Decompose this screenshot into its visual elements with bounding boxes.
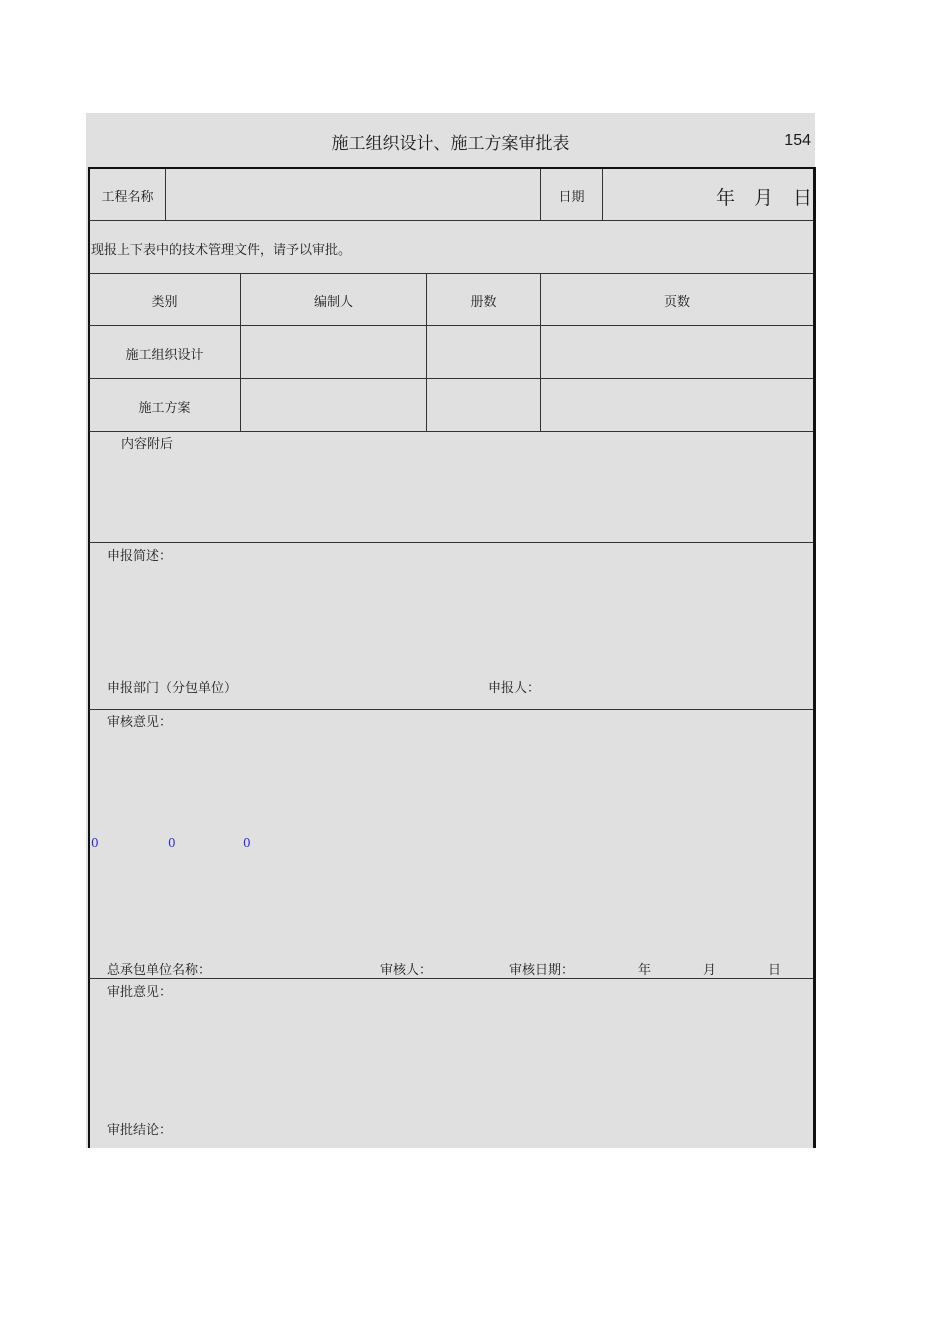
title-bar (86, 113, 815, 167)
summary-label: 申报简述： (107, 549, 173, 564)
row-divider (89, 542, 813, 543)
review-opinion-label: 审核意见： (107, 715, 173, 730)
approval-conclusion-label: 审批结论： (107, 1123, 173, 1138)
row-divider (89, 220, 813, 221)
review-month: 月 (703, 963, 717, 978)
date-day[interactable]: 日 (793, 187, 814, 209)
form-frame (88, 167, 816, 1148)
row-divider (89, 273, 813, 274)
col-divider (602, 169, 603, 220)
row-divider (89, 378, 813, 379)
reviewer-label: 审核人： (380, 963, 433, 978)
row-divider (89, 978, 813, 979)
applicant-label: 申报人： (488, 681, 541, 696)
review-year: 年 (638, 963, 652, 978)
column-header: 页数 (663, 295, 690, 310)
review-day: 日 (768, 963, 782, 978)
row-divider (89, 709, 813, 710)
contractor-label: 总承包单位名称： (107, 963, 212, 978)
col-divider (165, 169, 166, 220)
category-cell: 施工组织设计 (125, 348, 204, 363)
review-value: 0 (243, 836, 251, 850)
column-header: 类别 (151, 295, 178, 310)
review-date-label: 审核日期： (509, 963, 575, 978)
department-label: 申报部门（分包单位） (107, 681, 238, 696)
form-title: 施工组织设计、施工方案审批表 (331, 134, 570, 154)
attachment-note: 内容附后 (121, 437, 174, 452)
form-number: 154 (784, 132, 811, 149)
date-year[interactable]: 年 (716, 187, 737, 209)
review-value: 0 (91, 836, 99, 850)
column-header: 编制人 (313, 295, 353, 310)
row-divider (89, 325, 813, 326)
date-label: 日期 (558, 190, 585, 205)
column-header: 册数 (470, 295, 497, 310)
approval-opinion-label: 审批意见： (107, 985, 173, 1000)
project-name-label: 工程名称 (101, 190, 154, 205)
notice-text: 现报上下表中的技术管理文件，请予以审批。 (91, 243, 352, 258)
date-month[interactable]: 月 (754, 187, 775, 209)
row-divider (89, 431, 813, 432)
review-value: 0 (168, 836, 176, 850)
category-cell: 施工方案 (138, 401, 191, 416)
